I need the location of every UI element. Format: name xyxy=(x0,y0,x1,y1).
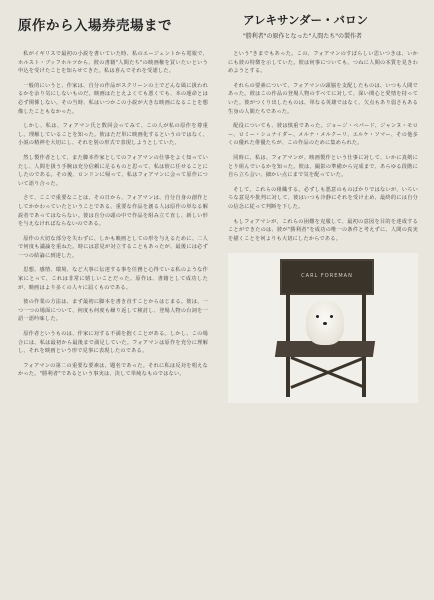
right-column xyxy=(228,50,418,595)
paragraph: フォアマンの第二の重要な要素は、題名であった。それに私は反対を唱えなかった。"勝利者"であるという事実は、決して単純なものではない。 xyxy=(18,362,208,378)
paragraph: そして、これらの組織する。必ずしも悪意のものばかりではないが、いろいろな意見や批判に対して、彼はいつも冷静にそれを受け止め、最終的には自分の信念に従って判断を下した。 xyxy=(228,186,418,210)
left-column xyxy=(18,50,208,595)
chair-label: CARL FOREMAN xyxy=(301,273,353,280)
paragraph: 原作の大切な部分を失わずに、しかも映画としての形を与えるために、二人で何度も議論を重ねた。時には意見が対立することもあったが、最後には必ず一つの結論に到達した。 xyxy=(18,235,208,259)
author-name: アレキサンダー・バロン xyxy=(243,13,369,27)
paragraph: 一般的にいうと、作家は、自分の作品がスクリーンの上でどんな風に扱われるかを余り気にしないものだ。映画はたとえよくても悪くても、本の運命とは必ず関係しない。その当時、私はいつかこの小説が大きな映画になることを想像したこともなかった。 xyxy=(18,82,208,115)
paragraph: 然し製作者として、また脚本作家としてのフォアマンの仕事をよく知っていたし、人間を扱う手腕は充分信頼に足るものと思って、私は彼に任せることにしたのである。その後、ロンドンに帰って、私はフォアマンに会って原作について語り合った。 xyxy=(18,154,208,187)
paragraph: という"きまでもあった。この、フォアマンのすばらしい思いつきは、いかにも彼の特徴を示していた。彼は何事についても、つねに人間の本質を見きわめようとする。 xyxy=(228,51,418,75)
paragraph: 思想、感情、環境、など大事に伝達する事を任務と心得ている私のような作家にとって、これは非常に嬉しいことだった。原作は、書籍として成功したが、映画はより多くの人々に届くものである。 xyxy=(18,267,208,291)
paragraph: 原作者というものは、作家に対する不満を抱くことがある。しかし、この場合には、私は最初から最後まで満足していた。フォアマンは原作を充分に理解し、それを映画という形で見事に表現したのである。 xyxy=(18,331,208,355)
chair-backrest xyxy=(280,259,374,295)
author-subtitle: "勝利者"の原作となった"人間たち"の製作者 xyxy=(243,33,363,40)
paragraph: 私がイギリスで最初の小説を書いていた時、私のエージェントから電報で、ホルスト・ブッフホルツから、彼の書籍"人間たち"の映画権を買いたいという申込を受けたことを知らせてきた。私は喜んでそれを受諾した。 xyxy=(18,51,208,75)
paragraph: もしフォアマンが、これらの困難を克服して、最初の意図を目的を達成することができたのは、彼が"勝利者"を成功の唯一の条件と考えずに、人間の真実を描くことを何よりも大切にしたからである。 xyxy=(228,218,418,242)
director-chair-photo xyxy=(228,253,418,403)
article-columns xyxy=(18,50,418,595)
header xyxy=(18,12,418,50)
paragraph: 彼の作業の方法は、まず最初に脚本を書き直すことからはじまる。彼は、一つ一つの場面について、何度も何度も繰り返して検討し、登場人物の台詞を一語一語吟味した。 xyxy=(18,299,208,323)
paragraph: それらの要素について、フォアマンの頭脳を支配したものは、いつも人間であった。彼はこの作品の登場人物のすべてに対して、深い関心と愛情を持っていた。彼がつくり出したものは、単なる英雄ではなく、欠点もあり弱さもある生身の人間たちであった。 xyxy=(228,82,418,115)
paragraph: 配役についても、彼は慎重であった。ジョージ・ペパード、ジャンヌ・モロー、ロミー・シュナイダー、メルナ・メルクーリ、エルケ・ソマー、その他多くの優れた俳優たちが、この作品のために集められた。 xyxy=(228,123,418,147)
paragraph: 同時に、私は、フォアマンが、映画製作という仕事に対して、いかに真剣にとり組んでいるかを知った。彼は、撮影の準備から完成まで、あらゆる段階に自ら立ち会い、細かい点にまで気を配っていた。 xyxy=(228,154,418,179)
paragraph: さて、ここで重要なことは、その日から、フォアマンは、自分自身の創作としてかかわっていたということである。重要な作品を創る人は原作の単なる解説者であってはならない。彼は自分の頭の中で作品を組み立て直し、新しい形を与えなければならないのである。 xyxy=(18,195,208,228)
byline xyxy=(243,12,418,40)
page-title: 原作から入場券売場まで xyxy=(18,18,172,34)
paragraph: しかし、私は、フォアマン氏と数回会ってみて、この人が私の原作を尊重し、理解していることを知った。彼はただ単に映画化するというのではなく、小説の精神を大切にし、それを別の形式で表現しようとしていた。 xyxy=(18,123,208,147)
